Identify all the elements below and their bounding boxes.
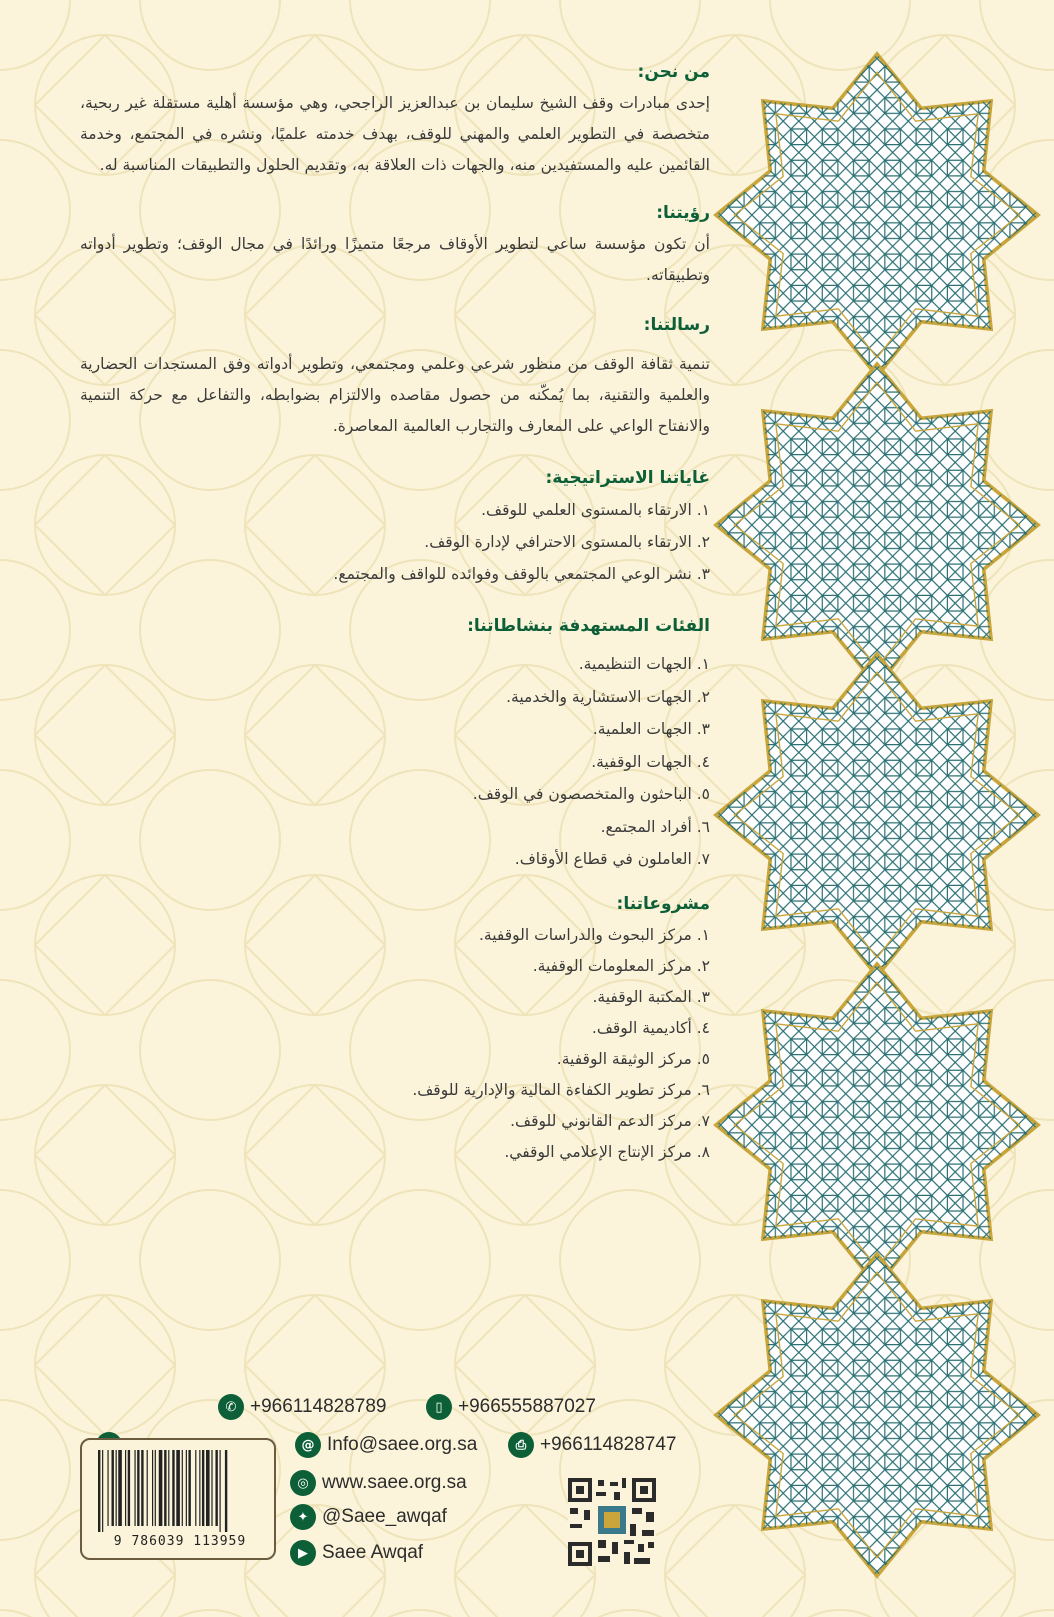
barcode-bar xyxy=(107,1450,108,1526)
list-item: ٢. مركز المعلومات الوقفية. xyxy=(532,956,710,975)
list-item: ١. الارتقاء بالمستوى العلمي للوقف. xyxy=(481,501,710,519)
barcode-bar xyxy=(118,1450,122,1526)
list-item: ٦. مركز تطوير الكفاءة المالية والإدارية للوقف. xyxy=(412,1080,710,1099)
barcode-bar xyxy=(128,1450,130,1526)
projects-heading: مشروعاتنا: xyxy=(616,893,710,914)
barcode-bar xyxy=(102,1450,103,1532)
phone-number: +966114828789 xyxy=(250,1396,387,1417)
star-ornament-2 xyxy=(716,364,1038,686)
barcode-bar xyxy=(199,1450,200,1526)
phone-icon: ✆ xyxy=(218,1394,244,1420)
website-contact[interactable] xyxy=(290,1470,467,1496)
qr-code xyxy=(568,1478,656,1566)
targets-heading: الفئات المستهدفة بنشاطاتنا: xyxy=(467,616,710,636)
star-ornament-1 xyxy=(716,54,1038,376)
barcode-bar xyxy=(225,1450,227,1532)
fax-contact[interactable] xyxy=(508,1432,677,1458)
barcode-bar xyxy=(195,1450,196,1526)
barcode-bar xyxy=(164,1450,166,1526)
list-item: ٤. الجهات الوقفية. xyxy=(591,752,710,771)
list-item: ٥. الباحثون والمتخصصون في الوقف. xyxy=(472,785,710,803)
goals-list xyxy=(80,494,710,590)
list-item: ٢. الارتقاء بالمستوى الاحترافي لإدارة الوقف. xyxy=(424,533,710,551)
twitter-contact[interactable] xyxy=(290,1504,447,1530)
barcode-bar xyxy=(134,1450,135,1526)
barcode-bar xyxy=(215,1450,217,1526)
barcode-bar xyxy=(112,1450,114,1526)
star-ornament-4 xyxy=(716,964,1038,1286)
barcode-bar xyxy=(182,1450,183,1526)
barcode-bar xyxy=(152,1450,153,1526)
email-contact[interactable] xyxy=(295,1432,477,1458)
fax-number: +966114828747 xyxy=(540,1434,677,1455)
barcode-bar xyxy=(116,1450,117,1526)
twitter-handle: @Saee_awqaf xyxy=(322,1506,447,1527)
projects-list xyxy=(80,920,710,1168)
barcode-bar xyxy=(155,1450,156,1526)
goals-section xyxy=(80,468,710,590)
targets-section xyxy=(80,616,710,876)
list-item: ٤. أكاديمية الوقف. xyxy=(591,1018,710,1037)
barcode-bar xyxy=(98,1450,100,1532)
barcode-bar xyxy=(172,1450,174,1526)
barcode-bar xyxy=(202,1450,204,1526)
mobile-number: +966555887027 xyxy=(458,1396,596,1417)
twitter-icon: ✦ xyxy=(290,1504,316,1530)
list-item: ٧. مركز الدعم القانوني للوقف. xyxy=(510,1111,710,1130)
youtube-contact[interactable] xyxy=(290,1540,423,1566)
isbn-barcode xyxy=(80,1438,276,1560)
about-heading: من نحن: xyxy=(637,62,710,82)
list-item: ٦. أفراد المجتمع. xyxy=(600,817,710,836)
list-item: ١. الجهات التنظيمية. xyxy=(578,655,710,673)
star-ornament-5 xyxy=(716,1254,1038,1576)
barcode-bar xyxy=(211,1450,212,1526)
barcode-bars xyxy=(96,1450,264,1532)
vision-heading: رؤيتنا: xyxy=(656,203,710,223)
mobile-contact[interactable] xyxy=(426,1394,596,1420)
barcode-bar xyxy=(188,1450,190,1526)
fax-icon: ⎙ xyxy=(508,1432,534,1458)
list-item: ٣. المكتبة الوقفية. xyxy=(592,987,710,1006)
isbn-number: 9 786039 113959 xyxy=(113,1534,247,1549)
barcode-bar xyxy=(137,1450,139,1526)
mobile-icon: ▯ xyxy=(426,1394,452,1420)
projects-section xyxy=(80,894,710,1168)
goals-heading: غاياتنا الاستراتيجية: xyxy=(545,468,710,488)
phone-contact[interactable] xyxy=(218,1394,387,1420)
website-url: www.saee.org.sa xyxy=(322,1472,467,1493)
youtube-channel: Saee Awqaf xyxy=(322,1542,424,1563)
mission-section xyxy=(80,315,710,442)
youtube-icon: ▶ xyxy=(290,1540,316,1566)
barcode-bar xyxy=(186,1450,187,1526)
vision-text: أن تكون مؤسسة ساعي لتطوير الأوقاف مرجعًا متميزًا ورائدًا في مجال الوقف؛ وتطوير أدواته وتطبيقاته. xyxy=(80,235,710,284)
email-icon: @ xyxy=(295,1432,321,1458)
list-item: ٣. الجهات العلمية. xyxy=(592,720,710,738)
about-section xyxy=(80,62,710,181)
star-ornament-3 xyxy=(716,654,1038,976)
barcode-bar xyxy=(141,1450,143,1526)
list-item: ٥. مركز الوثيقة الوقفية. xyxy=(556,1049,710,1068)
email-address: Info@saee.org.sa xyxy=(327,1434,478,1455)
star-ornament-column xyxy=(705,40,1050,1600)
barcode-bar xyxy=(220,1450,221,1532)
barcode-bar xyxy=(125,1450,126,1526)
web-icon: ◎ xyxy=(290,1470,316,1496)
about-text: إحدى مبادرات وقف الشيخ سليمان بن عبدالعزيز الراجحي، وهي مؤسسة أهلية مستقلة غير ربحية، متخصصة في التطوير العلمي والمهني للوقف، بهدف خدمته علميًا، ونشره في المجتمع، وخدمة القائمين عليه والمستفيدين منه، والجهات ذات العلاقة به، وتقديم الحلول والتطبيقات المناسبة له. xyxy=(80,94,710,174)
barcode-bar xyxy=(206,1450,210,1526)
targets-list xyxy=(80,648,710,876)
barcode-bar xyxy=(168,1450,169,1526)
barcode-bar xyxy=(147,1450,148,1526)
list-item: ٨. مركز الإنتاج الإعلامي الوقفي. xyxy=(504,1142,710,1161)
list-item: ٧. العاملون في قطاع الأوقاف. xyxy=(514,850,710,868)
list-item: ٢. الجهات الاستشارية والخدمية. xyxy=(506,687,710,706)
barcode-bar xyxy=(159,1450,163,1526)
mission-heading: رسالتنا: xyxy=(643,315,710,335)
mission-text: تنمية ثقافة الوقف من منظور شرعي وعلمي ومجتمعي، وتطوير أدواته وفق المستجدات الحضارية والعلمية والتقنية، بما يُمكّنه من حصول مقاصده والالتزام بضوابطه، والتفاعل مع حركة التنمية والانفتاح الواعي على المعارف والتجارب العالمية المعاصرة. xyxy=(80,355,710,435)
list-item: ٣. نشر الوعي المجتمعي بالوقف وفوائده للواقف والمجتمع. xyxy=(333,565,710,583)
vision-section xyxy=(80,203,710,291)
main-content xyxy=(80,62,710,1168)
barcode-bar xyxy=(176,1450,180,1526)
list-item: ١. مركز البحوث والدراسات الوقفية. xyxy=(478,925,710,944)
